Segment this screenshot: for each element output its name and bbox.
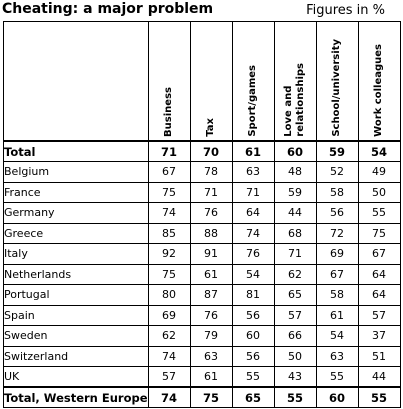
table-cell: 37 <box>358 326 400 347</box>
table-cell: 68 <box>274 223 316 244</box>
table-cell: 58 <box>316 182 358 203</box>
table-cell: 61 <box>190 264 232 285</box>
table-cell: 65 <box>274 285 316 306</box>
table-cell: 74 <box>148 346 190 367</box>
table-cell: 74 <box>232 223 274 244</box>
table-cell: 65 <box>232 387 274 408</box>
table-cell: 43 <box>274 367 316 388</box>
column-header: School/university <box>316 22 358 142</box>
table-cell: 87 <box>190 285 232 306</box>
table-cell: 56 <box>232 346 274 367</box>
row-label: UK <box>4 367 149 388</box>
row-label-header <box>4 22 149 142</box>
table-cell: 75 <box>148 182 190 203</box>
table-cell: 63 <box>316 346 358 367</box>
table-cell: 57 <box>274 305 316 326</box>
table-cell: 71 <box>232 182 274 203</box>
table-cell: 85 <box>148 223 190 244</box>
table-cell: 63 <box>190 346 232 367</box>
table-cell: 64 <box>358 285 400 306</box>
table-cell: 60 <box>274 141 316 162</box>
table-cell: 69 <box>148 305 190 326</box>
table-cell: 59 <box>274 182 316 203</box>
row-label: Total <box>4 141 149 162</box>
row-label: Sweden <box>4 326 149 347</box>
row-label: Belgium <box>4 162 149 183</box>
row-label: France <box>4 182 149 203</box>
table-row <box>4 387 401 408</box>
table-row <box>4 346 401 367</box>
table-cell: 58 <box>316 285 358 306</box>
table-cell: 55 <box>274 387 316 408</box>
table-cell: 71 <box>190 182 232 203</box>
table-cell: 57 <box>358 305 400 326</box>
cheating-table <box>3 21 401 408</box>
table-row <box>4 367 401 388</box>
table-cell: 51 <box>358 346 400 367</box>
table-row <box>4 203 401 224</box>
table-cell: 66 <box>274 326 316 347</box>
table-cell: 71 <box>148 141 190 162</box>
row-label: Switzerland <box>4 346 149 367</box>
row-label: Spain <box>4 305 149 326</box>
table-cell: 62 <box>148 326 190 347</box>
table-cell: 64 <box>358 264 400 285</box>
row-label: Greece <box>4 223 149 244</box>
column-header: Business <box>148 22 190 142</box>
table-cell: 61 <box>190 367 232 388</box>
table-cell: 61 <box>316 305 358 326</box>
table-cell: 55 <box>358 387 400 408</box>
table-cell: 62 <box>274 264 316 285</box>
table-cell: 48 <box>274 162 316 183</box>
table-cell: 71 <box>274 244 316 265</box>
table-cell: 67 <box>148 162 190 183</box>
row-label: Italy <box>4 244 149 265</box>
table-row <box>4 223 401 244</box>
table-cell: 56 <box>232 305 274 326</box>
table-cell: 59 <box>316 141 358 162</box>
table-cell: 44 <box>358 367 400 388</box>
table-cell: 76 <box>190 203 232 224</box>
row-label: Germany <box>4 203 149 224</box>
table-cell: 74 <box>148 203 190 224</box>
table-cell: 75 <box>190 387 232 408</box>
table-cell: 63 <box>232 162 274 183</box>
table-cell: 81 <box>232 285 274 306</box>
table-cell: 44 <box>274 203 316 224</box>
table-cell: 67 <box>358 244 400 265</box>
table-cell: 70 <box>190 141 232 162</box>
row-label: Total, Western Europe <box>4 387 149 408</box>
table-cell: 55 <box>316 367 358 388</box>
table-cell: 50 <box>274 346 316 367</box>
table-cell: 49 <box>358 162 400 183</box>
table-cell: 79 <box>190 326 232 347</box>
header-row <box>4 22 401 142</box>
row-label: Portugal <box>4 285 149 306</box>
table-row <box>4 264 401 285</box>
table-cell: 75 <box>358 223 400 244</box>
table-cell: 50 <box>358 182 400 203</box>
column-header: Work colleagues <box>358 22 400 142</box>
table-cell: 54 <box>358 141 400 162</box>
units-note: Figures in % <box>306 3 385 18</box>
table-cell: 88 <box>190 223 232 244</box>
table-cell: 67 <box>316 264 358 285</box>
table-cell: 76 <box>190 305 232 326</box>
table-row <box>4 162 401 183</box>
table-row <box>4 141 401 162</box>
table-cell: 75 <box>148 264 190 285</box>
table-cell: 92 <box>148 244 190 265</box>
table-row <box>4 305 401 326</box>
table-cell: 78 <box>190 162 232 183</box>
table-cell: 74 <box>148 387 190 408</box>
table-body <box>4 141 401 408</box>
table-cell: 76 <box>232 244 274 265</box>
table-cell: 64 <box>232 203 274 224</box>
table-cell: 80 <box>148 285 190 306</box>
table-cell: 69 <box>316 244 358 265</box>
table-cell: 60 <box>232 326 274 347</box>
column-header: Love and relationships <box>274 22 316 142</box>
column-header: Sport/games <box>232 22 274 142</box>
table-cell: 60 <box>316 387 358 408</box>
page-title: Cheating: a major problem <box>2 1 214 17</box>
column-header: Tax <box>190 22 232 142</box>
table-cell: 55 <box>358 203 400 224</box>
table-row <box>4 182 401 203</box>
table-row <box>4 244 401 265</box>
table-cell: 55 <box>232 367 274 388</box>
table-row <box>4 326 401 347</box>
table-row <box>4 285 401 306</box>
row-label: Netherlands <box>4 264 149 285</box>
table-cell: 56 <box>316 203 358 224</box>
table-cell: 57 <box>148 367 190 388</box>
table-cell: 54 <box>232 264 274 285</box>
table-cell: 54 <box>316 326 358 347</box>
table-cell: 91 <box>190 244 232 265</box>
table-cell: 52 <box>316 162 358 183</box>
table-cell: 72 <box>316 223 358 244</box>
table-cell: 61 <box>232 141 274 162</box>
